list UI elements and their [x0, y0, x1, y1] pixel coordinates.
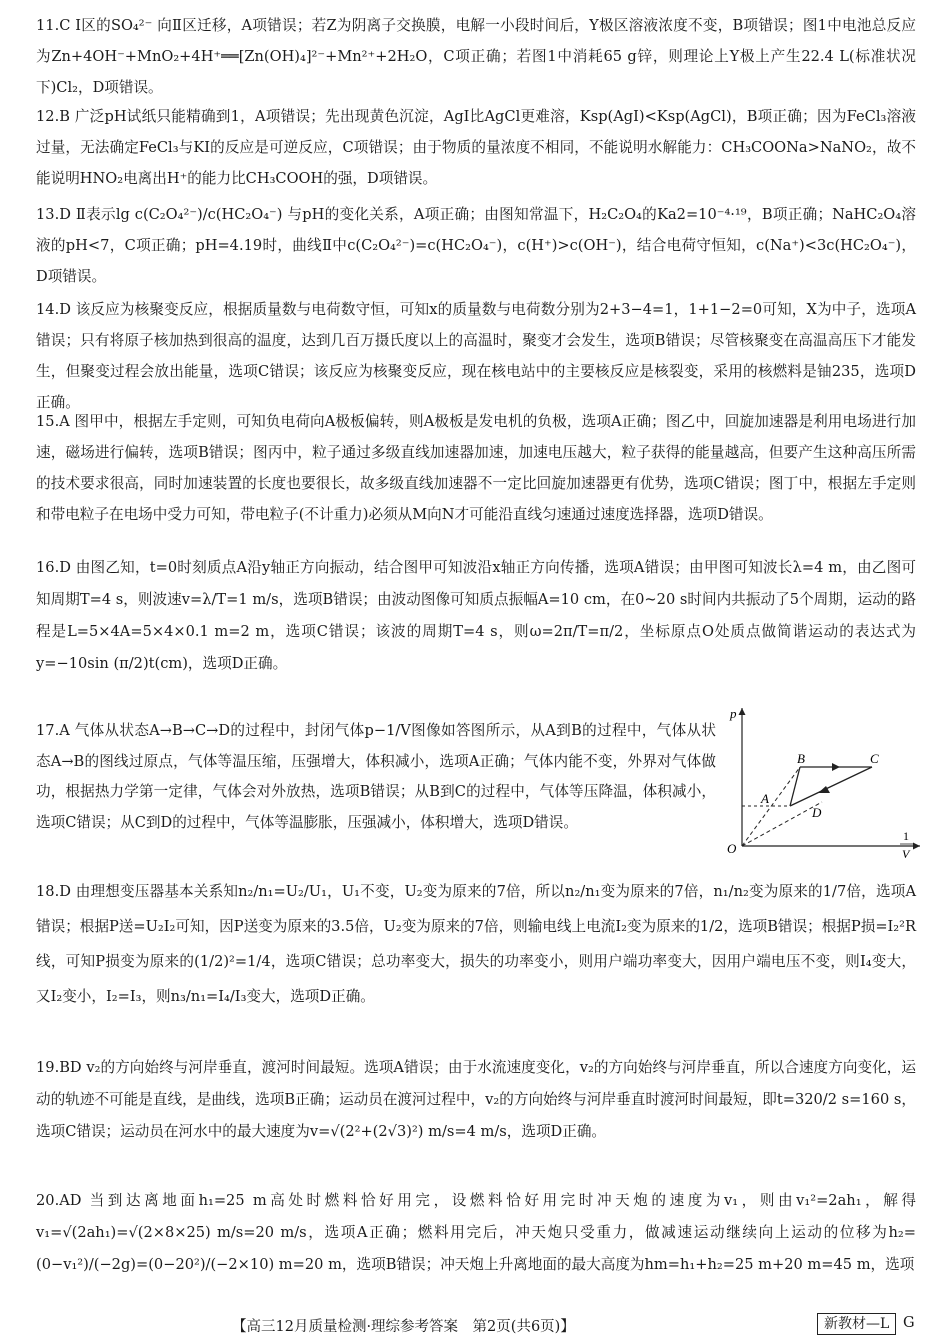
answer-12	[36, 101, 916, 194]
answer-text: 图甲中，根据左手定则，可知负电荷向A极板偏转，则A极板是发电机的负极，选项A正确；图乙中，回旋加速器是利用电场进行加速，磁场进行偏转，选项B错误；图丙中，粒子通过多级直线加速器加速，加速电压越大，粒子获得的能量越高，但要产生这种高压所需的技术要求很高，同时加速装置的长度也要很长，故多级直线加速器不一定比回旋加速器更有优势，选项C错误；图丁中，根据左手定则和带电粒子在电场中受力可知，带电粒子(不计重力)必须从M向N才可能沿直线匀速通过速度选择器，选项D错误。	[36, 413, 916, 523]
answer-number: 18.D	[36, 883, 71, 900]
arrow-bc	[832, 763, 840, 771]
answer-text: 当到达离地面h₁=25 m高处时燃料恰好用完，设燃料恰好用完时冲天炮的速度为v₁，则由v₁²=2ah₁，解得v₁=√(2ah₁)=√(2×8×25) m/s=20 m/s，选项A正确；燃料用完后，冲天炮只受重力，做减速运动继续向上运动的位移为h₂=(0−v₁²)/(−2g)=(0−20²)/(−2×10) m=20 m，选项B错误；冲天炮上升离地面的最大高度为hm=h₁+h₂=25 m+20 m=45 m，选项	[36, 1192, 917, 1273]
answer-14	[36, 294, 916, 418]
page-footer	[0, 1312, 950, 1338]
answer-16	[36, 552, 916, 680]
edition-badge: 新教材—L	[817, 1313, 896, 1335]
answer-text: 广泛pH试纸只能精确到1，A项错误；先出现黄色沉淀，AgI比AgCl更难溶，Ksp(AgI)<Ksp(AgCl)，B项正确；因为FeCl₃溶液过量，无法确定FeCl₃与KI的反应是可逆反应，C项错误；由于物质的量浓度不相同，不能说明水解能力：CH₃COONa>NaNO₂，故不能说明HNO₂电离出H⁺的能力比CH₃COOH的强，D项错误。	[36, 108, 917, 187]
dashed-line-od	[742, 802, 822, 846]
answer-13	[36, 199, 916, 292]
answer-number: 11.C	[36, 17, 71, 34]
label-inverse-one: 1	[903, 829, 909, 843]
answer-text: 气体从状态A→B→C→D的过程中，封闭气体p−1/V图像如答图所示，从A到B的过程中，气体从状态A→B的图线过原点，气体等温压缩，压强增大，体积减小，选项A正确；气体内能不变，外界对气体做功，根据热力学第一定律，气体会对外放热，选项B错误；从B到C的过程中，气体等压降温，体积减小，选项C错误；从C到D的过程中，气体等温膨胀，压强减小，体积增大，选项D错误。	[36, 722, 716, 831]
label-d: D	[812, 805, 822, 820]
answer-number: 14.D	[36, 301, 71, 318]
answer-text: v₂的方向始终与河岸垂直，渡河时间最短。选项A错误；由于水流速度变化，v₂的方向始终与河岸垂直，所以合速度方向变化，运动的轨迹不可能是直线，是曲线，选项B正确；运动员在渡河过程中，v₂的方向始终与河岸垂直时渡河时间最短，即t=320/2 s=160 s，选项C错误；运动员在河水中的最大速度为v=√(2²+(2√3)²) m/s=4 m/s，选项D正确。	[36, 1059, 917, 1140]
label-a: A	[761, 791, 769, 806]
answer-number: 13.D	[36, 206, 71, 223]
arrow-cd	[818, 786, 830, 793]
process-ab	[790, 767, 800, 806]
p-inverse-v-graph	[720, 700, 925, 865]
answer-19	[36, 1052, 916, 1148]
answer-number: 12.B	[36, 108, 70, 125]
answer-number: 19.BD	[36, 1059, 82, 1076]
answer-number: 16.D	[36, 559, 71, 576]
answer-number: 15.A	[36, 413, 70, 430]
version-letter: G	[903, 1315, 915, 1331]
answer-17	[36, 716, 716, 838]
answer-number: 17.A	[36, 722, 70, 739]
process-cd	[790, 767, 872, 806]
answer-15	[36, 406, 916, 530]
label-c: C	[870, 751, 879, 766]
label-b: B	[797, 751, 805, 766]
answer-text: 该反应为核聚变反应，根据质量数与电荷数守恒，可知x的质量数与电荷数分别为2+3−4=1，1+1−2=0可知，X为中子，选项A错误；只有将原子核加热到很高的温度，达到几百万摄氏度以上的高温时，聚变才会发生，选项B错误；尽管核聚变在高温高压下才能发生，但聚变过程会放出能量，选项C错误；该反应为核聚变反应，现在核电站中的主要核反应是核裂变，采用的核燃料是铀235，选项D正确。	[36, 301, 917, 411]
answer-text: Ⅰ区的SO₄²⁻ 向Ⅱ区迁移，A项错误；若Z为阴离子交换膜，电解一小段时间后，Y极区溶液浓度不变，B项错误；图1中电池总反应为Zn+4OH⁻+MnO₂+4H⁺══[Zn(OH)₄]²⁻+Mn²⁺+2H₂O，C项正确；若图1中消耗65 g锌，则理论上Y极上产生22.4 L(标准状况下)Cl₂，D项错误。	[36, 17, 916, 96]
label-p: p	[730, 706, 737, 721]
answer-text: Ⅱ表示lg c(C₂O₄²⁻)/c(HC₂O₄⁻) 与pH的变化关系，A项正确；由图知常温下，H₂C₂O₄的Ka2=10⁻⁴·¹⁹，B项正确；NaHC₂O₄溶液的pH<7，C项正确；pH=4.19时，曲线Ⅱ中c(C₂O₄²⁻)=c(HC₂O₄⁻)，c(H⁺)>c(OH⁻)，结合电荷守恒知，c(Na⁺)<3c(HC₂O₄⁻)，D项错误。	[36, 206, 916, 285]
footer-title: 【高三12月质量检测·理综参考答案 第2页(共6页)】	[232, 1319, 575, 1335]
answer-text: 由理想变压器基本关系知n₂/n₁=U₂/U₁，U₁不变，U₂变为原来的7倍，所以n₂/n₁变为原来的7倍，n₁/n₂变为原来的1/7倍，选项A错误；根据P送=U₂I₂可知，因P送变为原来的3.5倍，U₂变为原来的7倍，则输电线上电流I₂变为原来的1/2，选项B错误；根据P损=I₂²R线，可知P损变为原来的(1/2)²=1/4，选项C错误；总功率变大，损失的功率变小，则用户端功率变大，因用户端电压不变，则I₄变大，又I₂变小，I₂=I₃，则n₃/n₁=I₄/I₃变大，选项D正确。	[36, 883, 917, 1005]
answer-11	[36, 10, 916, 103]
answer-18	[36, 874, 916, 1014]
answer-text: 由图乙知，t=0时刻质点A沿y轴正方向振动，结合图甲可知波沿x轴正方向传播，选项A错误；由甲图可知波长λ=4 m，由乙图可知周期T=4 s，则波速v=λ/T=1 m/s，选项B错误；由波动图像可知质点振幅A=10 cm，在0~20 s时间内共振动了5个周期，运动的路程是L=5×4A=5×4×0.1 m=2 m，选项C错误；该波的周期T=4 s，则ω=2π/T=π/2，坐标原点O处质点做简谐运动的表达式为y=−10sin (π/2)t(cm)，选项D正确。	[36, 559, 916, 672]
answer-20	[36, 1185, 916, 1281]
label-inverse-v: V	[902, 847, 910, 861]
answer-number: 20.AD	[36, 1192, 82, 1209]
label-o: O	[727, 841, 737, 856]
